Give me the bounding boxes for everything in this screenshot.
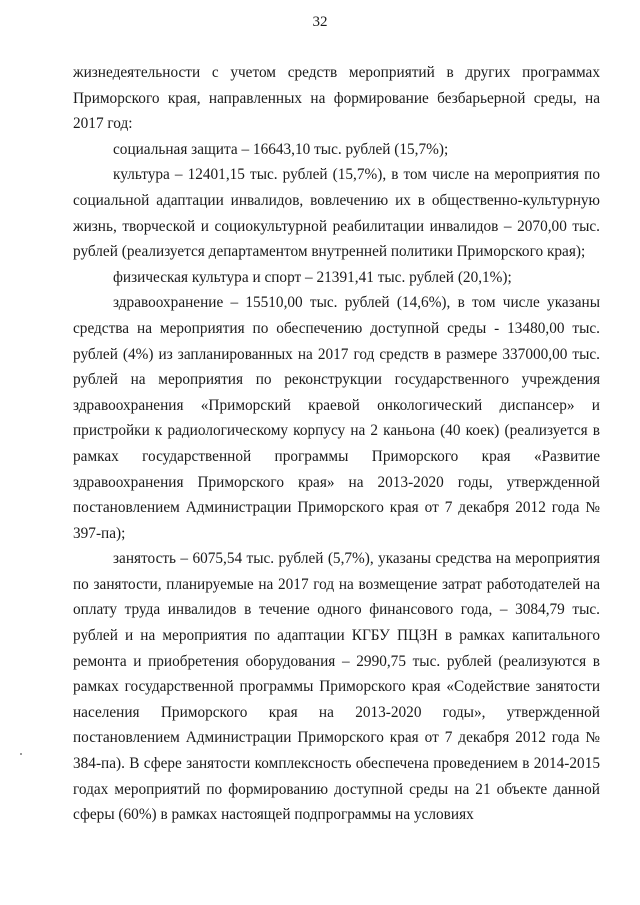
page-number: 32 [312,14,328,30]
margin-dot [20,753,22,755]
paragraph-social-protection: социальная защита – 16643,10 тыс. рублей (15,7%); [113,140,449,158]
paragraph-sport: физическая культура и спорт – 21391,41 тыс. рублей (20,1%); [113,268,512,286]
paragraph-intro: жизнедеятельности с учетом средств мероприятий в других программах Приморского края, направленных на формирование безбарьерной среды, на 2017 год: [73,64,600,133]
body-text [73,60,600,828]
paragraph-employment: занятость – 6075,54 тыс. рублей (5,7%), указаны средства на мероприятия по занятости, планируемые на 2017 год на возмещение затрат работодателей на оплату труда инвалидов в течение одного финансового года, – 3084,79 тыс. рублей и на мероприятия по адаптации КГБУ ПЦЗН в рамках капитального ремонта и приобретения оборудования – 2990,75 тыс. рублей (реализуются в рамках государственной программы Приморского края «Содействие занятости населения Приморского края на 2013-2020 годы», утвержденной постановлением Администрации Приморского края от 7 декабря 2012 года № 384-па). В сфере занятости комплексность обеспечена проведением в 2014-2015 годах мероприятий по формированию доступной среды на 21 объекте данной сферы (60%) в рамках настоящей подпрограммы на условиях [73,550,600,824]
paragraph-culture: культура – 12401,15 тыс. рублей (15,7%), в том числе на мероприятия по социальной адаптации инвалидов, вовлечению их в общественно-культурную жизнь, творческой и социокультурной реабилитации инвалидов – 2070,00 тыс. рублей (реализуется департаментом внутренней политики Приморского края); [73,166,600,261]
paragraph-healthcare: здравоохранение – 15510,00 тыс. рублей (14,6%), в том числе указаны средства на мероприятия по обеспечению доступной среды - 13480,00 тыс. рублей (4%) из запланированных на 2017 год средств в размере 337000,00 тыс. рублей на мероприятия по реконструкции государственного учреждения здравоохранения «Приморский краевой онкологический диспансер» и пристройки к радиологическому корпусу на 2 каньона (40 коек) (реализуется в рамках государственной программы Приморского края «Развитие здравоохранения Приморского края» на 2013-2020 годы, утвержденной постановлением Администрации Приморского края от 7 декабря 2012 года № 397-па); [73,294,600,542]
